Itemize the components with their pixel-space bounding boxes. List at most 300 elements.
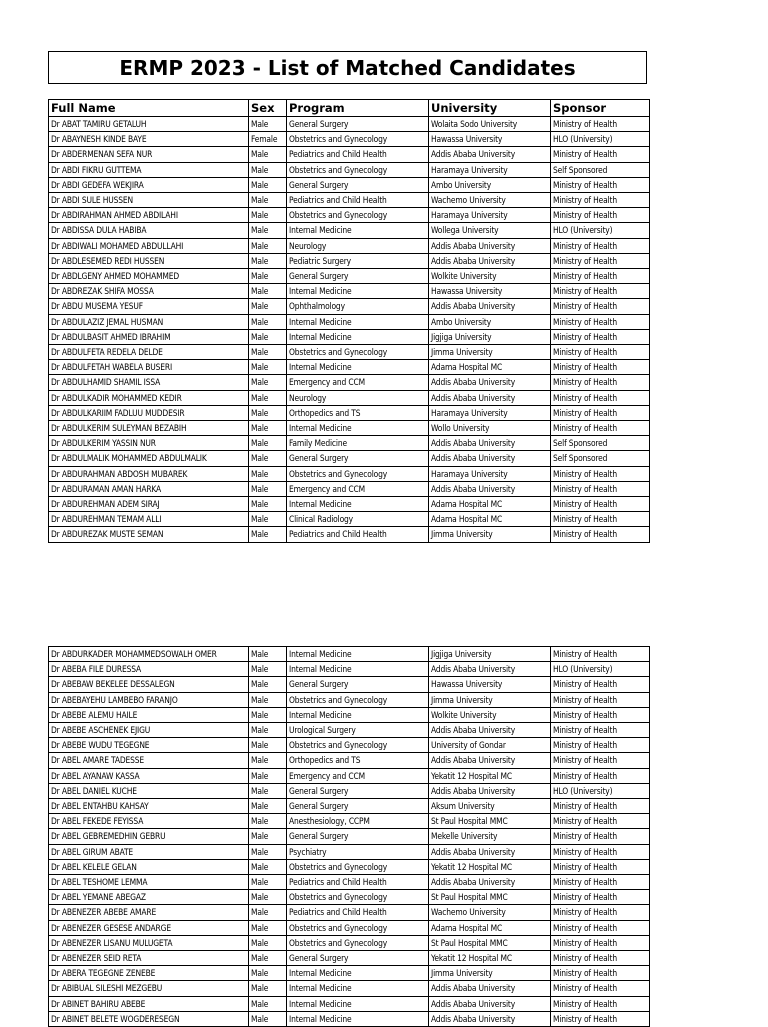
cell-full-name: Dr ABDUREHMAN ADEM SIRAJ (49, 497, 249, 512)
table-row (49, 345, 650, 360)
cell-sponsor: Ministry of Health (551, 147, 650, 162)
cell-sponsor: Ministry of Health (551, 935, 650, 950)
header-sex: Sex (249, 100, 287, 117)
cell-sex: Male (249, 981, 287, 996)
cell-sponsor: Ministry of Health (551, 177, 650, 192)
cell-university: Wachemo University (429, 193, 551, 208)
cell-university: Yekatit 12 Hospital MC (429, 951, 551, 966)
cell-program: Internal Medicine (287, 223, 429, 238)
cell-program: Obstetrics and Gynecology (287, 859, 429, 874)
cell-sponsor: Ministry of Health (551, 753, 650, 768)
cell-sponsor: Ministry of Health (551, 890, 650, 905)
table-row (49, 920, 650, 935)
cell-university: Addis Ababa University (429, 390, 551, 405)
cell-sponsor: Ministry of Health (551, 375, 650, 390)
cell-sponsor: Ministry of Health (551, 844, 650, 859)
cell-sex: Male (249, 799, 287, 814)
table-row (49, 466, 650, 481)
cell-program: General Surgery (287, 799, 429, 814)
table-row (49, 253, 650, 268)
cell-full-name: Dr ABIBUAL SILESHI MEZGEBU (49, 981, 249, 996)
cell-sponsor: Ministry of Health (551, 875, 650, 890)
cell-sex: Male (249, 905, 287, 920)
cell-sex: Male (249, 783, 287, 798)
cell-full-name: Dr ABDLESEMED REDI HUSSEN (49, 253, 249, 268)
cell-full-name: Dr ABDI GEDEFA WEKJIRA (49, 177, 249, 192)
cell-university: Wolkite University (429, 269, 551, 284)
cell-program: Obstetrics and Gynecology (287, 920, 429, 935)
cell-university: Wolkite University (429, 707, 551, 722)
cell-full-name: Dr ABDERMENAN SEFA NUR (49, 147, 249, 162)
cell-full-name: Dr ABDULFETAH WABELA BUSERI (49, 360, 249, 375)
cell-sex: Male (249, 677, 287, 692)
cell-program: Internal Medicine (287, 1011, 429, 1026)
cell-university: Addis Ababa University (429, 238, 551, 253)
cell-full-name: Dr ABEL KELELE GELAN (49, 859, 249, 874)
cell-university: Jigjiga University (429, 329, 551, 344)
table-row (49, 753, 650, 768)
cell-university: St Paul Hospital MMC (429, 935, 551, 950)
cell-sponsor: Ministry of Health (551, 814, 650, 829)
table-row (49, 451, 650, 466)
cell-sex: Male (249, 966, 287, 981)
cell-sex: Male (249, 269, 287, 284)
cell-program: Internal Medicine (287, 966, 429, 981)
header-sponsor: Sponsor (551, 100, 650, 117)
table-row (49, 981, 650, 996)
cell-university: Hawassa University (429, 132, 551, 147)
cell-program: General Surgery (287, 177, 429, 192)
table-row (49, 512, 650, 527)
cell-full-name: Dr ABDI SULE HUSSEN (49, 193, 249, 208)
table-row (49, 208, 650, 223)
cell-sex: Male (249, 935, 287, 950)
cell-full-name: Dr ABDU MUSEMA YESUF (49, 299, 249, 314)
cell-sex: Male (249, 890, 287, 905)
cell-full-name: Dr ABEBA FILE DURESSA (49, 662, 249, 677)
cell-sex: Male (249, 768, 287, 783)
cell-sponsor: Ministry of Health (551, 253, 650, 268)
cell-full-name: Dr ABINET BELETE WOGDERESEGN (49, 1011, 249, 1026)
cell-sex: Male (249, 844, 287, 859)
cell-full-name: Dr ABEL TESHOME LEMMA (49, 875, 249, 890)
table-row (49, 193, 650, 208)
cell-sex: Male (249, 481, 287, 496)
cell-full-name: Dr ABDLGENY AHMED MOHAMMED (49, 269, 249, 284)
cell-program: Pediatric Surgery (287, 253, 429, 268)
cell-program: Obstetrics and Gynecology (287, 890, 429, 905)
table-row (49, 875, 650, 890)
table-row (49, 662, 650, 677)
cell-sponsor: Ministry of Health (551, 981, 650, 996)
cell-sponsor: Ministry of Health (551, 497, 650, 512)
table-row (49, 284, 650, 299)
cell-sex: Male (249, 875, 287, 890)
table-row (49, 421, 650, 436)
cell-program: Anesthesiology, CCPM (287, 814, 429, 829)
cell-full-name: Dr ABEL FEKEDE FEYISSA (49, 814, 249, 829)
cell-program: Urological Surgery (287, 723, 429, 738)
cell-sex: Male (249, 253, 287, 268)
candidates-table-2 (48, 646, 650, 1027)
table-row (49, 238, 650, 253)
cell-full-name: Dr ABERA TEGEGNE ZENEBE (49, 966, 249, 981)
cell-program: General Surgery (287, 269, 429, 284)
cell-program: Emergency and CCM (287, 481, 429, 496)
cell-university: Haramaya University (429, 466, 551, 481)
table-row (49, 859, 650, 874)
cell-full-name: Dr ABDULBASIT AHMED IBRAHIM (49, 329, 249, 344)
cell-program: Internal Medicine (287, 662, 429, 677)
cell-full-name: Dr ABDULAZIZ JEMAL HUSMAN (49, 314, 249, 329)
cell-sex: Male (249, 814, 287, 829)
cell-university: Jimma University (429, 345, 551, 360)
cell-program: Internal Medicine (287, 996, 429, 1011)
cell-university: Addis Ababa University (429, 451, 551, 466)
cell-university: Addis Ababa University (429, 375, 551, 390)
cell-university: Yekatit 12 Hospital MC (429, 859, 551, 874)
cell-program: Emergency and CCM (287, 375, 429, 390)
cell-program: Neurology (287, 390, 429, 405)
cell-sex: Male (249, 723, 287, 738)
cell-sex: Male (249, 451, 287, 466)
cell-sponsor: Ministry of Health (551, 768, 650, 783)
cell-sex: Male (249, 177, 287, 192)
cell-sex: Male (249, 527, 287, 542)
cell-full-name: Dr ABDURAMAN AMAN HARKA (49, 481, 249, 496)
cell-sponsor: Ministry of Health (551, 238, 650, 253)
table-row (49, 162, 650, 177)
cell-sex: Male (249, 996, 287, 1011)
table-row (49, 996, 650, 1011)
cell-program: Internal Medicine (287, 329, 429, 344)
table-row (49, 527, 650, 542)
cell-full-name: Dr ABDREZAK SHIFA MOSSA (49, 284, 249, 299)
cell-university: Adama Hospital MC (429, 497, 551, 512)
page-title: ERMP 2023 - List of Matched Candidates (48, 51, 647, 84)
cell-sponsor: Ministry of Health (551, 905, 650, 920)
cell-university: Adama Hospital MC (429, 360, 551, 375)
cell-university: Jimma University (429, 527, 551, 542)
cell-sex: Male (249, 162, 287, 177)
cell-program: General Surgery (287, 951, 429, 966)
cell-sex: Male (249, 497, 287, 512)
cell-program: Pediatrics and Child Health (287, 193, 429, 208)
cell-sponsor: HLO (University) (551, 662, 650, 677)
cell-sponsor: Ministry of Health (551, 512, 650, 527)
cell-program: Obstetrics and Gynecology (287, 162, 429, 177)
cell-sponsor: Ministry of Health (551, 390, 650, 405)
cell-full-name: Dr ABEL GEBREMEDHIN GEBRU (49, 829, 249, 844)
cell-program: Orthopedics and TS (287, 753, 429, 768)
cell-full-name: Dr ABEBE ALEMU HAILE (49, 707, 249, 722)
cell-sponsor: HLO (University) (551, 223, 650, 238)
cell-full-name: Dr ABAYNESH KINDE BAYE (49, 132, 249, 147)
cell-program: Internal Medicine (287, 314, 429, 329)
table-row (49, 890, 650, 905)
cell-sponsor: Ministry of Health (551, 966, 650, 981)
cell-full-name: Dr ABDI FIKRU GUTTEMA (49, 162, 249, 177)
cell-sex: Male (249, 753, 287, 768)
cell-full-name: Dr ABDULKERIM SULEYMAN BEZABIH (49, 421, 249, 436)
cell-program: Internal Medicine (287, 707, 429, 722)
cell-sex: Male (249, 193, 287, 208)
cell-full-name: Dr ABEBAW BEKELEE DESSALEGN (49, 677, 249, 692)
cell-sex: Male (249, 329, 287, 344)
cell-sponsor: Self Sponsored (551, 436, 650, 451)
cell-program: Psychiatry (287, 844, 429, 859)
cell-program: Neurology (287, 238, 429, 253)
cell-program: General Surgery (287, 829, 429, 844)
cell-university: Hawassa University (429, 677, 551, 692)
cell-program: Pediatrics and Child Health (287, 875, 429, 890)
cell-full-name: Dr ABDULKADIR MOHAMMED KEDIR (49, 390, 249, 405)
table-row (49, 223, 650, 238)
cell-sex: Male (249, 951, 287, 966)
cell-sponsor: Ministry of Health (551, 829, 650, 844)
cell-sponsor: Ministry of Health (551, 269, 650, 284)
cell-full-name: Dr ABDIRAHMAN AHMED ABDILAHI (49, 208, 249, 223)
cell-university: St Paul Hospital MMC (429, 890, 551, 905)
table-row (49, 966, 650, 981)
header-program: Program (287, 100, 429, 117)
cell-program: Obstetrics and Gynecology (287, 466, 429, 481)
table-row (49, 692, 650, 707)
table-row (49, 436, 650, 451)
cell-program: Obstetrics and Gynecology (287, 208, 429, 223)
cell-university: Jigjiga University (429, 647, 551, 662)
cell-full-name: Dr ABDURKADER MOHAMMEDSOWALH OMER (49, 647, 249, 662)
header-university: University (429, 100, 551, 117)
cell-sex: Male (249, 375, 287, 390)
table-header-row (49, 100, 650, 117)
cell-full-name: Dr ABEL ENTAHBU KAHSAY (49, 799, 249, 814)
cell-full-name: Dr ABEL AYANAW KASSA (49, 768, 249, 783)
table-row (49, 390, 650, 405)
cell-program: Ophthalmology (287, 299, 429, 314)
table-row (49, 905, 650, 920)
cell-sex: Male (249, 466, 287, 481)
cell-full-name: Dr ABEL AMARE TADESSE (49, 753, 249, 768)
cell-sponsor: HLO (University) (551, 132, 650, 147)
table-row (49, 677, 650, 692)
cell-university: Ambo University (429, 314, 551, 329)
cell-full-name: Dr ABENEZER LISANU MULUGETA (49, 935, 249, 950)
cell-full-name: Dr ABENEZER SEID RETA (49, 951, 249, 966)
table-row (49, 647, 650, 662)
cell-university: Adama Hospital MC (429, 920, 551, 935)
cell-full-name: Dr ABINET BAHIRU ABEBE (49, 996, 249, 1011)
cell-program: Obstetrics and Gynecology (287, 935, 429, 950)
cell-full-name: Dr ABDIWALI MOHAMED ABDULLAHI (49, 238, 249, 253)
cell-sex: Male (249, 390, 287, 405)
cell-sponsor: Ministry of Health (551, 329, 650, 344)
cell-sponsor: Ministry of Health (551, 738, 650, 753)
cell-program: Obstetrics and Gynecology (287, 132, 429, 147)
cell-sponsor: Ministry of Health (551, 481, 650, 496)
table-row (49, 768, 650, 783)
cell-university: Addis Ababa University (429, 981, 551, 996)
cell-university: Haramaya University (429, 208, 551, 223)
cell-program: Orthopedics and TS (287, 405, 429, 420)
cell-program: General Surgery (287, 677, 429, 692)
cell-sponsor: Ministry of Health (551, 647, 650, 662)
cell-sex: Male (249, 238, 287, 253)
cell-university: University of Gondar (429, 738, 551, 753)
cell-university: Haramaya University (429, 405, 551, 420)
cell-university: Jimma University (429, 966, 551, 981)
table-row (49, 829, 650, 844)
cell-university: Addis Ababa University (429, 436, 551, 451)
cell-program: Internal Medicine (287, 497, 429, 512)
cell-sex: Male (249, 208, 287, 223)
cell-sponsor: Ministry of Health (551, 466, 650, 481)
cell-university: Aksum University (429, 799, 551, 814)
candidates-table-1 (48, 99, 650, 543)
cell-university: Ambo University (429, 177, 551, 192)
cell-sponsor: Ministry of Health (551, 527, 650, 542)
cell-full-name: Dr ABAT TAMIRU GETALUH (49, 117, 249, 132)
cell-program: General Surgery (287, 117, 429, 132)
cell-program: Internal Medicine (287, 284, 429, 299)
cell-sex: Male (249, 829, 287, 844)
cell-sex: Male (249, 421, 287, 436)
table-row (49, 738, 650, 753)
cell-sponsor: Ministry of Health (551, 951, 650, 966)
cell-sex: Male (249, 223, 287, 238)
cell-sponsor: Ministry of Health (551, 284, 650, 299)
cell-university: Addis Ababa University (429, 662, 551, 677)
table-row (49, 935, 650, 950)
table-row (49, 314, 650, 329)
cell-sponsor: Ministry of Health (551, 421, 650, 436)
cell-sponsor: Ministry of Health (551, 345, 650, 360)
cell-sex: Male (249, 314, 287, 329)
cell-program: Obstetrics and Gynecology (287, 738, 429, 753)
cell-program: Internal Medicine (287, 421, 429, 436)
cell-university: Addis Ababa University (429, 299, 551, 314)
cell-full-name: Dr ABEL GIRUM ABATE (49, 844, 249, 859)
table-row (49, 177, 650, 192)
table-row (49, 497, 650, 512)
cell-university: Wollega University (429, 223, 551, 238)
cell-full-name: Dr ABDULKERIM YASSIN NUR (49, 436, 249, 451)
cell-sex: Male (249, 436, 287, 451)
table-row (49, 269, 650, 284)
cell-university: Yekatit 12 Hospital MC (429, 768, 551, 783)
cell-sex: Male (249, 284, 287, 299)
cell-full-name: Dr ABEBE WUDU TEGEGNE (49, 738, 249, 753)
cell-program: Internal Medicine (287, 647, 429, 662)
cell-program: Clinical Radiology (287, 512, 429, 527)
cell-sponsor: Ministry of Health (551, 799, 650, 814)
cell-university: Addis Ababa University (429, 723, 551, 738)
cell-sponsor: Ministry of Health (551, 314, 650, 329)
table-row (49, 844, 650, 859)
cell-university: Addis Ababa University (429, 253, 551, 268)
cell-sex: Male (249, 405, 287, 420)
table-row (49, 375, 650, 390)
cell-sex: Male (249, 147, 287, 162)
cell-university: Hawassa University (429, 284, 551, 299)
cell-full-name: Dr ABDULFETA REDELA DELDE (49, 345, 249, 360)
cell-full-name: Dr ABEBE ASCHENEK EJIGU (49, 723, 249, 738)
cell-university: Mekelle University (429, 829, 551, 844)
cell-sex: Male (249, 647, 287, 662)
table-row (49, 951, 650, 966)
header-full-name: Full Name (49, 100, 249, 117)
cell-program: Pediatrics and Child Health (287, 527, 429, 542)
cell-university: Addis Ababa University (429, 753, 551, 768)
cell-university: Wolaita Sodo University (429, 117, 551, 132)
cell-sponsor: Ministry of Health (551, 360, 650, 375)
cell-sex: Female (249, 132, 287, 147)
table-row (49, 329, 650, 344)
cell-university: Wachemo University (429, 905, 551, 920)
cell-sex: Male (249, 707, 287, 722)
cell-university: Addis Ababa University (429, 844, 551, 859)
cell-full-name: Dr ABENEZER GESESE ANDARGE (49, 920, 249, 935)
table-row (49, 299, 650, 314)
cell-university: Addis Ababa University (429, 875, 551, 890)
cell-sponsor: Ministry of Health (551, 707, 650, 722)
cell-university: Addis Ababa University (429, 481, 551, 496)
cell-sponsor: Ministry of Health (551, 859, 650, 874)
cell-sex: Male (249, 1011, 287, 1026)
cell-full-name: Dr ABDISSA DULA HABIBA (49, 223, 249, 238)
cell-sponsor: Self Sponsored (551, 451, 650, 466)
cell-sex: Male (249, 692, 287, 707)
table-row (49, 814, 650, 829)
cell-full-name: Dr ABDULMALIK MOHAMMED ABDULMALIK (49, 451, 249, 466)
cell-sex: Male (249, 738, 287, 753)
table-row (49, 360, 650, 375)
cell-university: Addis Ababa University (429, 147, 551, 162)
cell-sponsor: Ministry of Health (551, 692, 650, 707)
cell-sex: Male (249, 662, 287, 677)
cell-full-name: Dr ABDULKARIIM FADLUU MUDDESIR (49, 405, 249, 420)
cell-sponsor: Ministry of Health (551, 208, 650, 223)
cell-full-name: Dr ABDURAHMAN ABDOSH MUBAREK (49, 466, 249, 481)
cell-program: Family Medicine (287, 436, 429, 451)
cell-sex: Male (249, 920, 287, 935)
cell-university: St Paul Hospital MMC (429, 814, 551, 829)
cell-university: Wollo University (429, 421, 551, 436)
cell-program: Internal Medicine (287, 360, 429, 375)
cell-sex: Male (249, 859, 287, 874)
cell-sponsor: HLO (University) (551, 783, 650, 798)
table-row (49, 707, 650, 722)
cell-full-name: Dr ABEBAYEHU LAMBEBO FARANJO (49, 692, 249, 707)
cell-sponsor: Ministry of Health (551, 996, 650, 1011)
cell-full-name: Dr ABDULHAMID SHAMIL ISSA (49, 375, 249, 390)
table-row (49, 783, 650, 798)
table-row (49, 117, 650, 132)
cell-sex: Male (249, 360, 287, 375)
cell-sex: Male (249, 117, 287, 132)
cell-program: General Surgery (287, 451, 429, 466)
cell-program: Obstetrics and Gynecology (287, 692, 429, 707)
cell-program: Obstetrics and Gynecology (287, 345, 429, 360)
cell-sex: Male (249, 512, 287, 527)
cell-university: Addis Ababa University (429, 996, 551, 1011)
cell-full-name: Dr ABDUREHMAN TEMAM ALLI (49, 512, 249, 527)
table-row (49, 132, 650, 147)
cell-sex: Male (249, 345, 287, 360)
table-row (49, 1011, 650, 1026)
table-row (49, 405, 650, 420)
cell-program: Pediatrics and Child Health (287, 905, 429, 920)
